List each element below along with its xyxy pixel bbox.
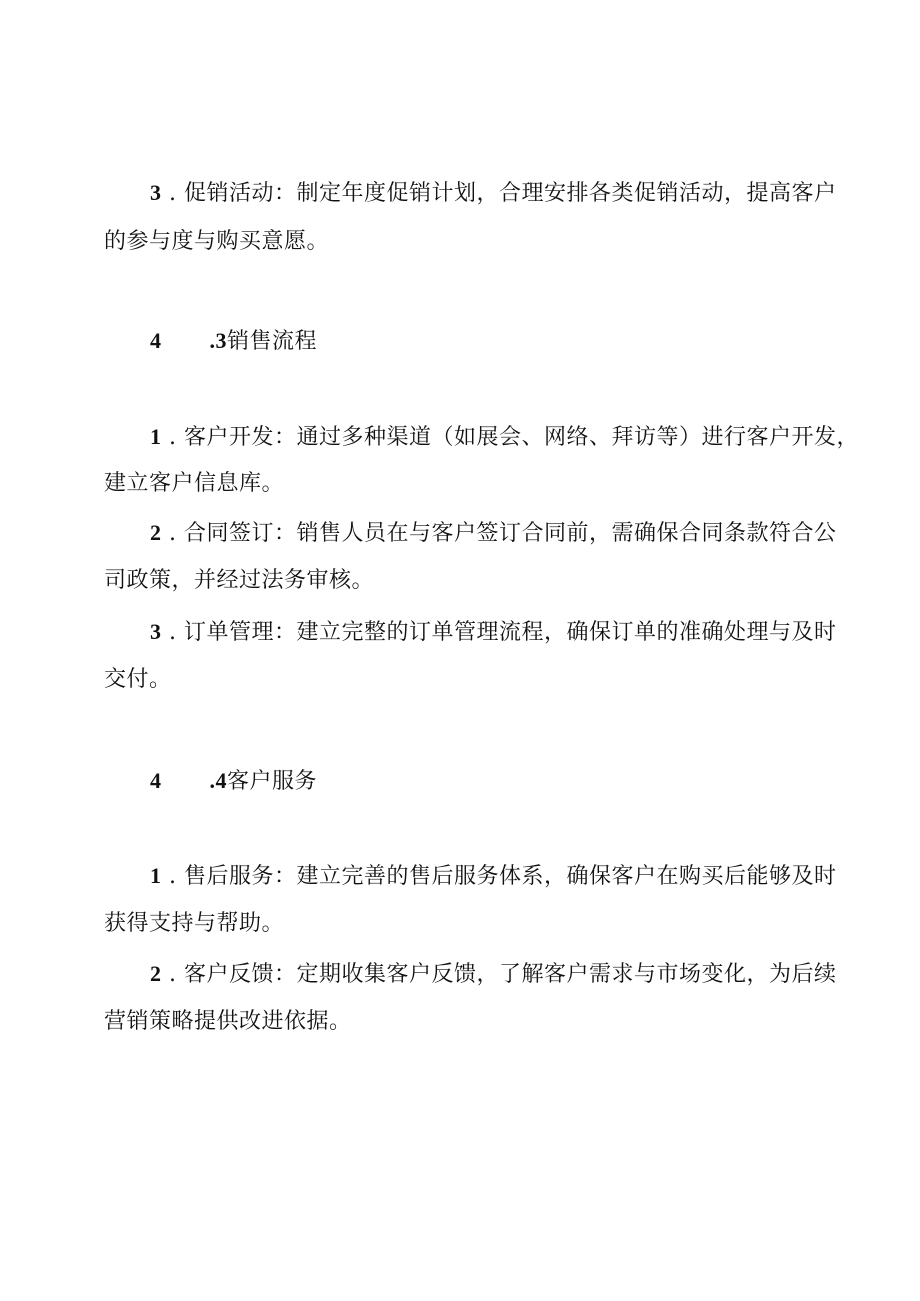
heading-number-major: 4	[150, 328, 162, 353]
heading-number-major: 4	[150, 768, 162, 793]
item-text: . 客户开发：通过多种渠道（如展会、网络、拜访等）进行客户开发，	[161, 425, 859, 450]
item-number: 3	[150, 180, 162, 205]
list-item-line2: 营销策略提供改进依据。	[104, 1009, 352, 1034]
item-text: . 客户反馈：定期收集客户反馈，了解客户需求与市场变化，为后续	[161, 962, 837, 987]
heading-number-minor: .4	[209, 768, 227, 793]
promo-item-line2: 的参与度与购买意愿。	[104, 229, 330, 254]
list-item-line2: 建立客户信息库。	[104, 471, 285, 496]
heading-title: 客户服务	[227, 769, 318, 794]
list-item-line2: 司政策，并经过法务审核。	[104, 568, 375, 593]
item-number: 2	[150, 520, 162, 545]
item-number: 3	[150, 619, 162, 644]
list-item-line2: 交付。	[104, 667, 172, 692]
item-text: . 售后服务：建立完善的售后服务体系，确保客户在购买后能够及时	[161, 864, 837, 889]
item-text: . 合同签订：销售人员在与客户签订合同前，需确保合同条款符合公	[161, 521, 837, 546]
list-item-line1	[150, 863, 836, 890]
list-item-line2: 获得支持与帮助。	[104, 911, 285, 936]
item-number: 1	[150, 424, 162, 449]
section-heading-4-4	[150, 768, 317, 795]
item-number: 2	[150, 961, 162, 986]
section-heading-4-3	[150, 328, 317, 355]
list-item-line1	[150, 520, 836, 547]
heading-number-minor: .3	[209, 328, 227, 353]
item-text: . 订单管理：建立完整的订单管理流程，确保订单的准确处理与及时	[161, 620, 837, 645]
list-item-line1	[150, 424, 859, 451]
item-text: . 促销活动：制定年度促销计划，合理安排各类促销活动，提高客户	[161, 181, 837, 206]
list-item-line1	[150, 961, 836, 988]
promo-item-line1	[150, 180, 836, 207]
item-number: 1	[150, 863, 162, 888]
heading-title: 销售流程	[227, 329, 318, 354]
list-item-line1	[150, 619, 836, 646]
